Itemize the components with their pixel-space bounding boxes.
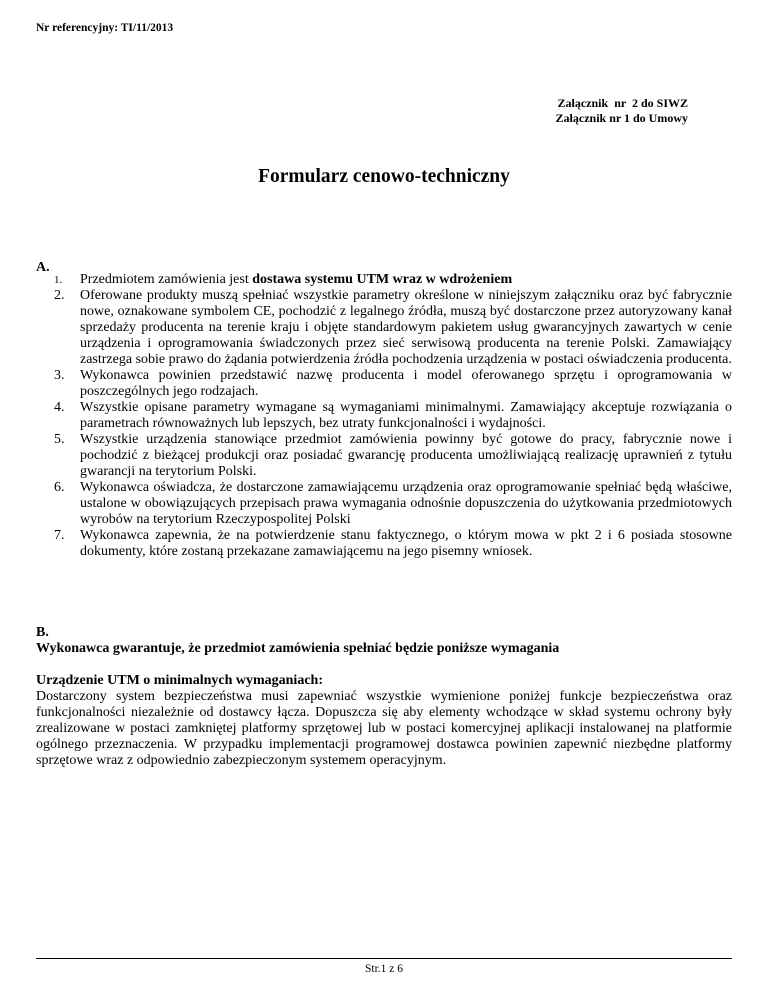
reference-number: Nr referencyjny: TI/11/2013 (36, 22, 174, 34)
list-item (36, 400, 732, 432)
section-b-label: B. (36, 625, 49, 640)
annex-info (556, 96, 688, 126)
item-number: 7. (54, 528, 65, 543)
item-text-bold: dostawa systemu UTM wraz w wdrożeniem (252, 272, 513, 287)
section-b-statement: Wykonawca gwarantuje, że przedmiot zamówienia spełniać będzie poniższe wymagania (36, 641, 560, 656)
utm-heading: Urządzenie UTM o minimalnych wymaganiach: (36, 673, 323, 688)
list-item (36, 368, 732, 400)
item-number: 3. (54, 368, 65, 383)
item-text: Wszystkie opisane parametry wymagane są wymaganiami minimalnymi. Zamawiający akceptuje rozwiązania o parametrach równoważnych lub lepszych, bez utraty funkcjonalności i wydajności. (80, 400, 732, 431)
list-item (36, 480, 732, 528)
item-number: 2. (54, 288, 65, 303)
item-number: 4. (54, 400, 65, 415)
requirements-list (36, 272, 732, 560)
list-item (36, 288, 732, 368)
list-item (36, 272, 732, 288)
item-text: Wszystkie urządzenia stanowiące przedmiot zamówienia powinny być gotowe do pracy, fabrycznie nowe i pochodzić z bieżącej produkcji oraz posiadać gwarancję producenta umożliwiającą realizację uprawnień z tytułu gwarancji na terytorium Polski. (80, 432, 732, 479)
item-text: Przedmiotem zamówienia jest (80, 272, 253, 287)
section-b (36, 625, 732, 657)
footer-divider (36, 958, 732, 959)
item-text: Oferowane produkty muszą spełniać wszystkie parametry określone w niniejszym załączniku oraz być fabrycznie nowe, oznakowane symbolem CE, pochodzić z legalnego źródła, muszą być dostarczone przez autoryzowany kanał sprzedaży producenta na terenie kraju i objęte standardowym pakietem usług gwarancyjnych zawartych w cenie urządzenia i oprogramowania świadczonych przez sieć serwisową producenta na terenie Polski. Zamawiający zastrzega sobie prawo do żądania potwierdzenia źródła pochodzenia urządzenia w postaci oświadczenia producenta. (80, 288, 732, 367)
page-number: Str.1 z 6 (364, 963, 403, 975)
list-item (36, 528, 732, 560)
item-number: 5. (54, 432, 65, 447)
item-number: 1. (54, 274, 63, 286)
document-title: Formularz cenowo-techniczny (258, 166, 510, 187)
annex-line-umowa: Załącznik nr 1 do Umowy (555, 111, 688, 125)
item-number: 6. (54, 480, 65, 495)
utm-description: Dostarczony system bezpieczeństwa musi zapewniać wszystkie wymienione poniżej funkcje bezpieczeństwa oraz funkcjonalności niezależnie od dostawcy łącza. Dopuszcza się aby elementy wchodzące w skład systemu ochrony były zrealizowane w postaci zamkniętej platformy sprzętowej lub w postaci komercyjnej aplikacji instalowanej na platformie ogólnego przeznaczenia. W przypadku implementacji programowej dostawca powinien zapewnić niezbędne platformy sprzętowe wraz z odpowiednio zabezpieczonym systemem operacyjnym. (36, 689, 732, 768)
section-a-label: A. (36, 260, 50, 275)
annex-line-siwz: Załącznik nr 2 do SIWZ (557, 96, 688, 110)
item-text: Wykonawca oświadcza, że dostarczone zamawiającemu urządzenia oraz oprogramowanie spełniać będą właściwe, ustalone w obowiązujących przepisach prawa wymagania odnośnie dopuszczenia do użytkowania przedmiotowych wyrobów na terytorium Rzeczypospolitej Polski (80, 480, 732, 527)
item-text: Wykonawca powinien przedstawić nazwę producenta i model oferowanego sprzętu i oprogramowania w poszczególnych jego rodzajach. (80, 368, 732, 399)
item-text: Wykonawca zapewnia, że na potwierdzenie stanu faktycznego, o którym mowa w pkt 2 i 6 posiada stosowne dokumenty, które zostaną przekazane zamawiającemu na jego pisemny wniosek. (80, 528, 732, 559)
list-item (36, 432, 732, 480)
